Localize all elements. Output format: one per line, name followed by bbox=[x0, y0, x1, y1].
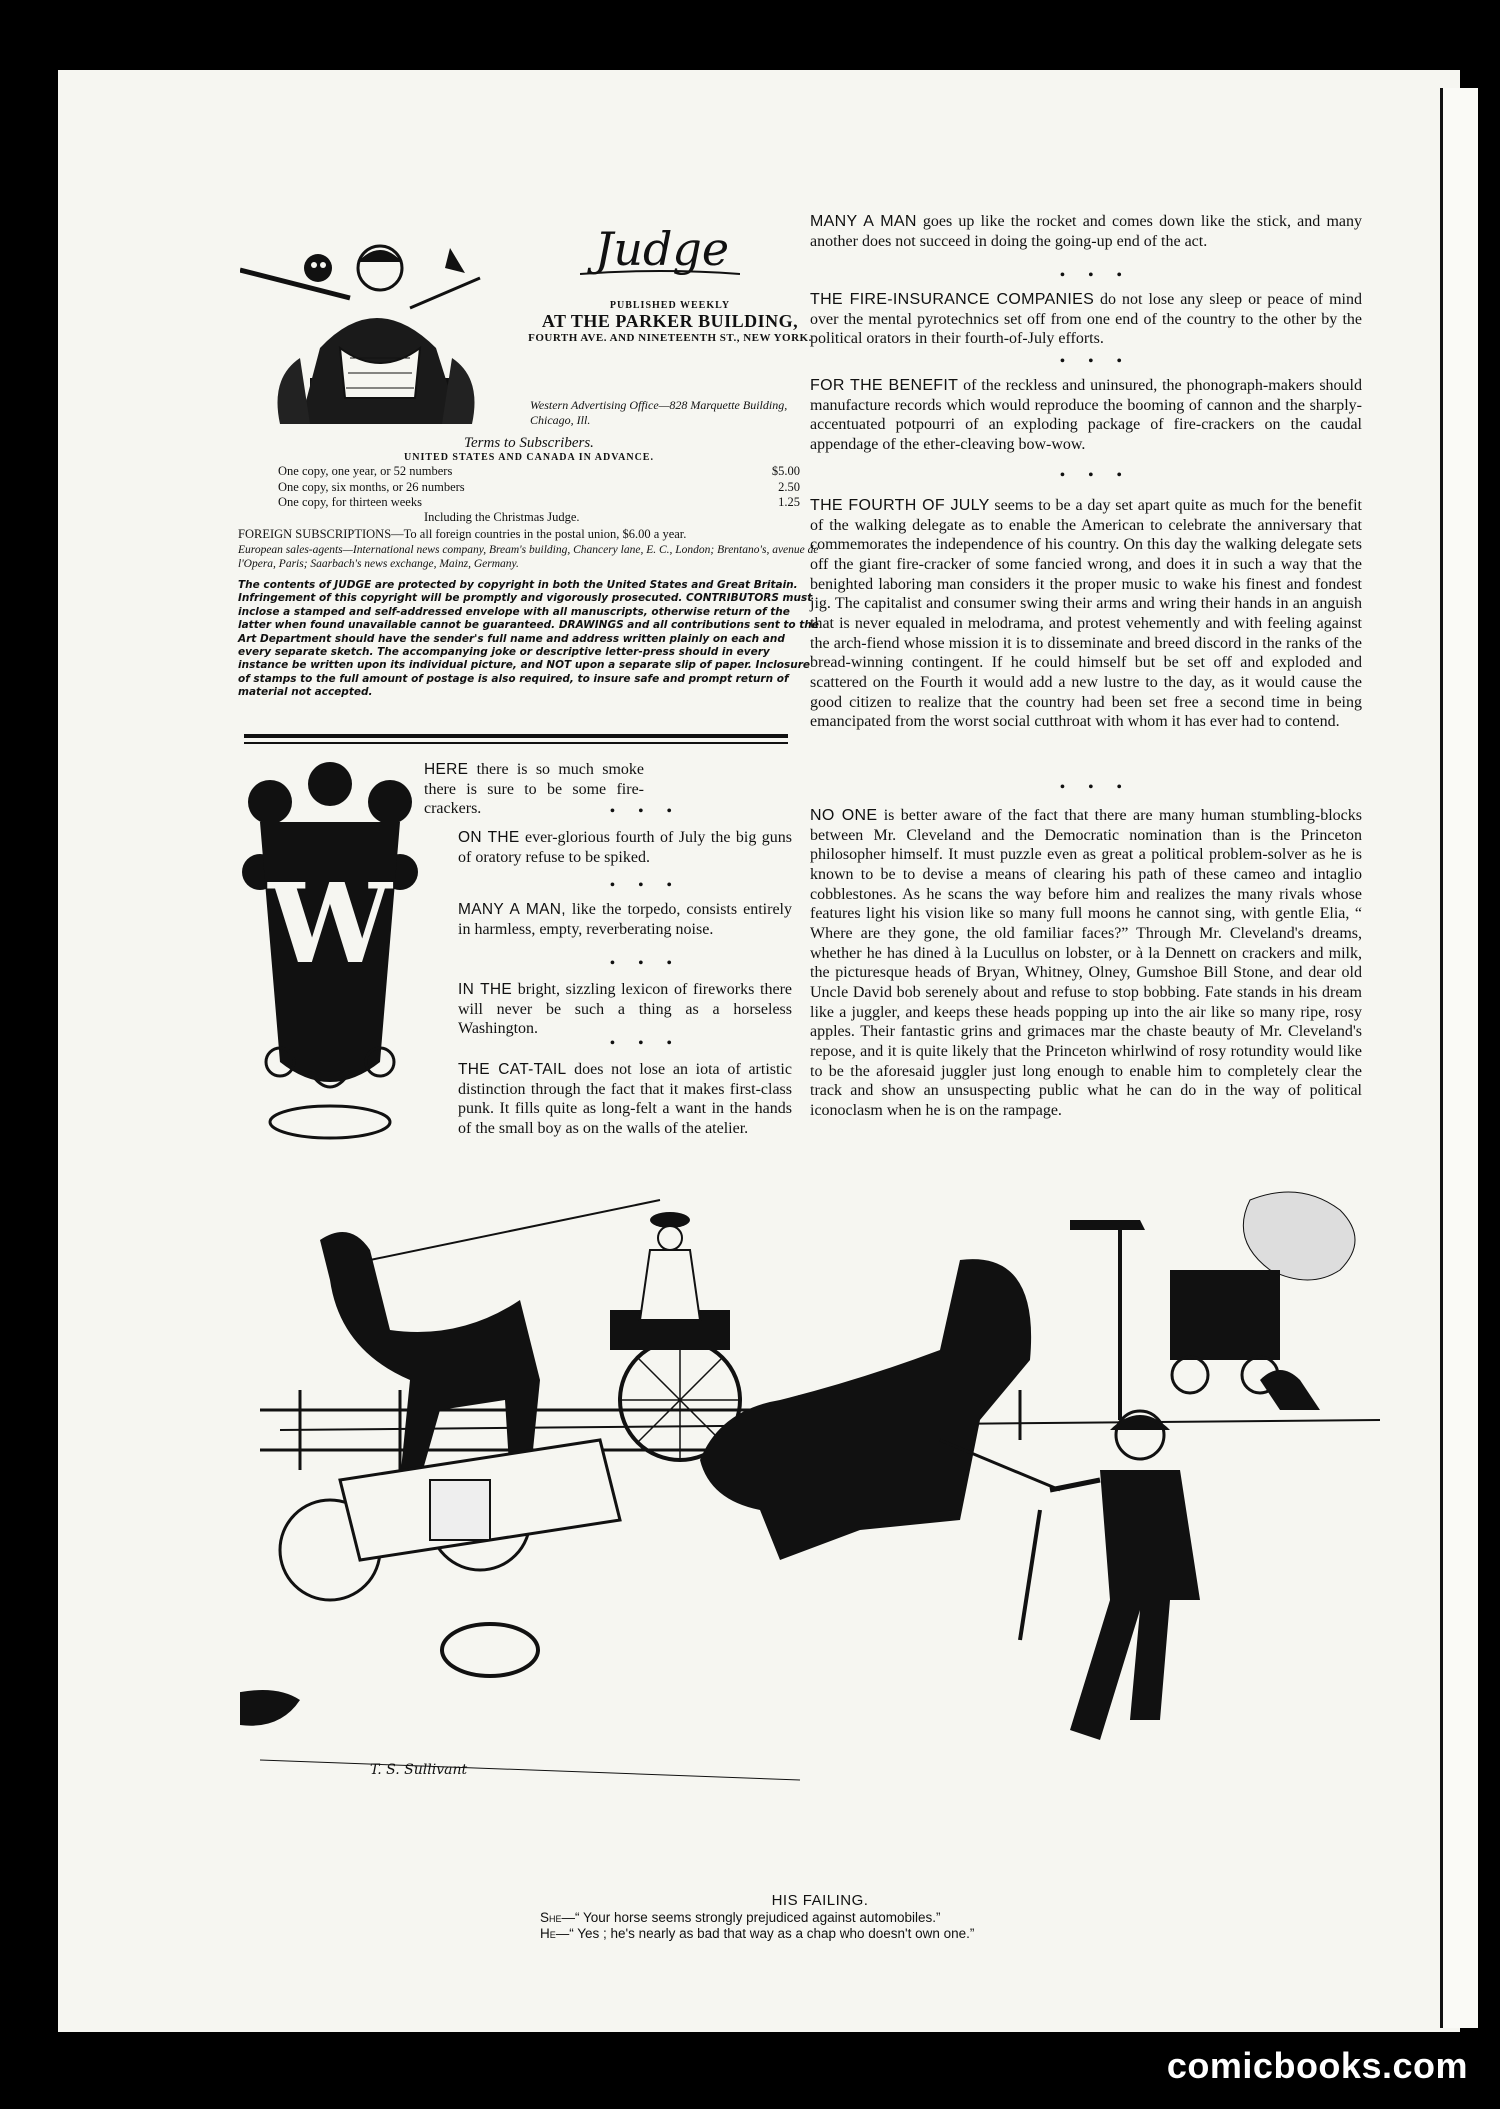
foreign-subscriptions: FOREIGN SUBSCRIPTIONS—To all foreign countries in the postal union, $6.00 a year. bbox=[238, 527, 687, 542]
separator-dots: • • • bbox=[610, 956, 682, 971]
christmas-note: Including the Christmas Judge. bbox=[424, 510, 580, 525]
artist-signature: T. S. Sullivant bbox=[370, 1762, 468, 1778]
cartoon-caption bbox=[540, 1892, 1100, 1942]
separator-dots: • • • bbox=[610, 804, 682, 819]
separator-dots: • • • bbox=[1060, 468, 1132, 483]
copyright-notice: The contents of JUDGE are protected by copyright in both the United States and Great Britain. Infringement of this copyright will be promptly and vigorously prosecuted. CONTRIBUTORS must inclose a stamped and self-addressed envelope with all manuscripts, otherwise return of the latter when found unavailable cannot be guaranteed. DRAWINGS and all contributions sent to the Art Department should have the sender's full name and address written plainly on each and every separate sketch. The accompanying joke or descriptive letter-press should in every instance be written upon its individual picture, and NOT upon a separate slip of paper. Inclosure of stamps to the full amount of postage is also required, to insure safe and prompt return of material not accepted. bbox=[238, 578, 819, 699]
terms-subtitle: UNITED STATES AND CANADA IN ADVANCE. bbox=[404, 452, 654, 464]
publisher-address: FOURTH AVE. AND NINETEENTH ST., NEW YORK. bbox=[528, 332, 812, 344]
price-row: One copy, one year, or 52 numbers $5.00 bbox=[278, 464, 800, 479]
section-rule bbox=[244, 734, 788, 738]
right-paragraph: THE FIRE-INSURANCE COMPANIES do not lose any sleep or peace of mind over the mental pyrotechnics set off from one end of the country to the other by the political orators in their fourth-of-July efforts. bbox=[810, 291, 1362, 348]
separator-dots: • • • bbox=[1060, 354, 1132, 369]
cartoon-illustration bbox=[240, 1180, 1380, 1800]
separator-dots: • • • bbox=[1060, 780, 1132, 795]
title-flourish bbox=[580, 268, 740, 278]
site-watermark: comicbooks.com bbox=[1166, 2045, 1468, 2086]
separator-dots: • • • bbox=[610, 1036, 682, 1051]
next-page-edge bbox=[1440, 88, 1478, 2028]
right-paragraph: NO ONE is better aware of the fact that there are many human stumbling-blocks between Mr. Cleveland and the Democratic nomination than is the Princeton philosopher himself. It must puzzle even as great a political problem-solver as he is known to be to devise a means of clearing his path of these cameo and intaglio cobblestones. As he scans the way before him and realizes the many rivals whose features light his vision like so many full moons he cannot sing, with gentle Elia, “ Where are they gone, the old familiar faces?” Through Mr. Cleveland's dreams, whether he has dined à la Lucullus on lobster, or à la Dennett on crackers and milk, the picturesque heads of Bryan, Whitney, Olney, Gumshoe Bill Stone, and dear old Uncle David bob serenely about and refuse to stop bobbing. Fate stands in his dream like a juggler, and keeps these heads popping up into the air like so many ripe, rosy apples. Their fantastic grins and grimaces mar the chaste beauty of Mr. Cleveland's repose, and it is quite likely that the Princeton whirlwind of rosy rotundity would like to be the aforesaid juggler just long enough to enable him to completely clear the track and show an unsuspecting public what he can do in the way of political iconoclasm when he is on the rampage. bbox=[810, 807, 1362, 1120]
publisher-building: AT THE PARKER BUILDING, bbox=[541, 311, 799, 331]
caption-she-line: She—“ Your horse seems strongly prejudiced against automobiles.” bbox=[540, 1910, 941, 1925]
masthead-publication-info bbox=[520, 300, 820, 344]
left-paragraph: HERE there is so much smoke there is sure to be some fire-crackers. bbox=[424, 761, 644, 818]
caption-he-line: He—“ Yes ; he's nearly as bad that way as a chap who doesn't own one.” bbox=[540, 1926, 975, 1942]
decorative-w-initial bbox=[240, 762, 420, 1152]
svg-text:W: W bbox=[268, 859, 392, 988]
price-row: One copy, for thirteen weeks 1.25 bbox=[278, 494, 800, 509]
right-paragraph: THE FOURTH OF JULY seems to be a day set apart quite as much for the benefit of the walking delegate as to enable the American to celebrate the anniversary that commemorates the independence of his country. On this day the walking delegate sets off the giant fire-cracker of some fancied wrong, and does it in such a way that the benighted laboring man considers it the proper music to wake his finest and fondest jig. The capitalist and consumer swing their arms and wring their hands in an anguish that is never equaled in melodrama, and protest vehemently and with feeling against the arch-fiend whose mission it is to disseminate and breed discord in the ranks of the bread-winning contingent. If he could himself but be set off and exploded and scattered on the Fourth it would add a new lustre to the day, as it would cause the good citizen to realize that the country had been set free a second time in being emancipated from the worst social cutthroat with whom it has ever had to contend. bbox=[810, 497, 1363, 731]
published-weekly: PUBLISHED WEEKLY bbox=[609, 300, 731, 311]
terms-title: Terms to Subscribers. bbox=[464, 435, 594, 451]
left-paragraph: MANY A MAN, like the torpedo, consists entirely in harmless, empty, reverberating noise. bbox=[458, 901, 793, 938]
right-paragraph: FOR THE BENEFIT of the reckless and uninsured, the phonograph-makers should manufacture records which would reproduce the booming of cannon and the sharply-accentuated potpourri of an exploding package of fire-crackers on the caudal appendage of the ether-cleaving bow-wow. bbox=[810, 377, 1363, 454]
masthead-title: Judge bbox=[594, 222, 730, 276]
caption-title: HIS FAILING. bbox=[771, 1892, 869, 1909]
european-agents: European sales-agents—International news company, Bream's building, Chancery lane, E. C., London; Brentano's, avenue de l'Opera, Paris; Saarbach's news exchange, Mainz, Germany. bbox=[238, 543, 819, 570]
subscription-terms bbox=[238, 434, 820, 700]
western-office: Western Advertising Office—828 Marquette Building, Chicago, Ill. bbox=[530, 398, 788, 427]
left-paragraph: THE CAT-TAIL does not lose an iota of artistic distinction through the fact that it makes first-class punk. It fills quite as long-felt a want in the hands of the small boy as on the walls of the atelier. bbox=[458, 1061, 792, 1138]
right-paragraph: MANY A MAN goes up like the rocket and comes down like the stick, and many another does not succeed in doing the going-up end of the act. bbox=[810, 213, 1363, 250]
price-row: One copy, six months, or 26 numbers 2.50 bbox=[278, 479, 800, 494]
left-paragraph: IN THE bright, sizzling lexicon of fireworks there will never be such a thing as a horseless Washington. bbox=[458, 981, 793, 1038]
separator-dots: • • • bbox=[610, 878, 682, 893]
separator-dots: • • • bbox=[1060, 268, 1132, 283]
left-paragraph: ON THE ever-glorious fourth of July the big guns of oratory refuse to be spiked. bbox=[458, 829, 792, 866]
judge-masthead-illustration bbox=[240, 228, 512, 428]
section-rule bbox=[244, 742, 788, 744]
